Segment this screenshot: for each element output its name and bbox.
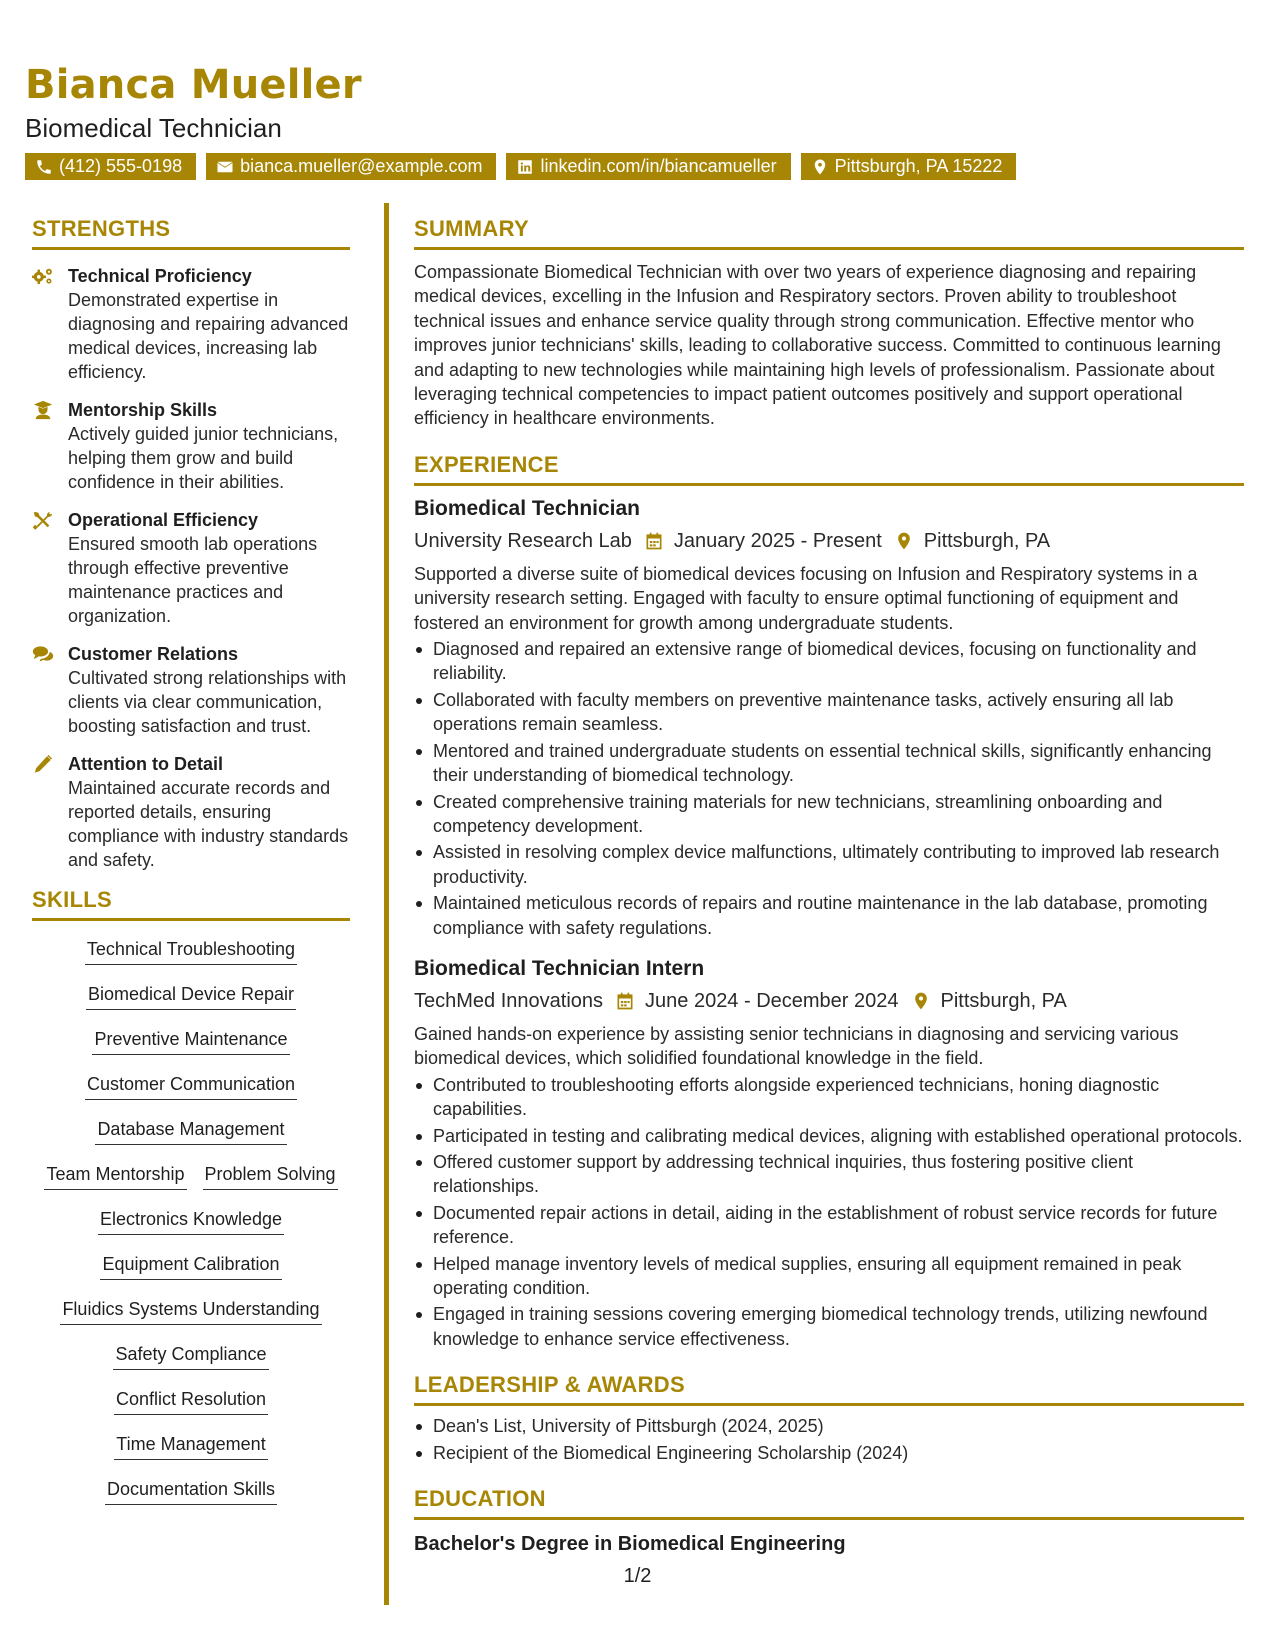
tools-icon xyxy=(32,510,54,530)
gears-icon xyxy=(32,266,54,286)
bullet-item: Maintained meticulous records of repairs and routine maintenance in the lab database, promoting compliance with safety regulations. xyxy=(414,891,1244,940)
phone-text: (412) 555-0198 xyxy=(59,156,183,176)
job-bullets xyxy=(414,1073,1244,1351)
bullet-item: Collaborated with faculty members on preventive maintenance tasks, actively ensuring all lab operations remain seamless. xyxy=(414,688,1244,737)
strength-item xyxy=(32,508,350,628)
job-meta xyxy=(414,526,1244,556)
skill-tag: Conflict Resolution xyxy=(114,1387,268,1415)
job-title: Biomedical Technician xyxy=(414,496,641,520)
strength-description: Maintained accurate records and reported details, ensuring compliance with industry standards and safety. xyxy=(68,778,349,870)
skill-tag: Electronics Knowledge xyxy=(98,1207,284,1235)
skill-tag: Database Management xyxy=(95,1117,286,1145)
skill-tag: Problem Solving xyxy=(203,1162,338,1190)
contact-location xyxy=(801,153,1017,180)
job-location: Pittsburgh, PA xyxy=(940,989,1067,1012)
email-text: bianca.mueller@example.com xyxy=(240,156,483,176)
bullet-item: Helped manage inventory levels of medical supplies, ensuring all equipment remained in peak operating condition. xyxy=(414,1252,1244,1301)
skills-section xyxy=(32,886,350,1505)
job-description: Supported a diverse suite of biomedical devices focusing on Infusion and Respiratory systems in a university research setting. Engaged with faculty to ensure optimal functioning of equipment and fostered an environment for growth among undergraduate students. xyxy=(414,563,1198,633)
strength-item xyxy=(32,642,350,738)
strength-title: Mentorship Skills xyxy=(68,400,218,420)
education-heading: EDUCATION xyxy=(414,1485,1244,1520)
job-title: Biomedical Technician Intern xyxy=(414,956,705,980)
location-text: Pittsburgh, PA 15222 xyxy=(834,156,1003,176)
experience-section xyxy=(414,451,1244,1351)
job-location: Pittsburgh, PA xyxy=(923,529,1051,552)
candidate-title: Biomedical Technician xyxy=(25,113,282,143)
bullet-item: Offered customer support by addressing technical inquiries, thus fostering positive client relationships. xyxy=(414,1150,1244,1199)
skill-tag: Preventive Maintenance xyxy=(92,1027,289,1055)
resume-header xyxy=(25,60,1250,176)
awards-list xyxy=(414,1414,1244,1465)
strength-title: Technical Proficiency xyxy=(68,266,252,286)
strengths-section xyxy=(32,215,350,872)
bullet-item: Mentored and trained undergraduate students on essential technical skills, significantly enhancing their understanding of biomedical technology. xyxy=(414,739,1244,788)
skill-tag: Time Management xyxy=(114,1432,267,1460)
strength-title: Customer Relations xyxy=(68,644,239,664)
map-pin-icon xyxy=(911,991,931,1011)
strength-description: Actively guided junior technicians, helping them grow and build confidence in their abilities. xyxy=(68,424,339,492)
graduate-icon xyxy=(32,400,54,420)
bullet-item: Assisted in resolving complex device malfunctions, ultimately contributing to improved lab research productivity. xyxy=(414,840,1244,889)
map-pin-icon xyxy=(894,531,914,551)
job-dates: January 2025 - Present xyxy=(673,529,882,552)
skill-tag: Customer Communication xyxy=(85,1072,297,1100)
page-number: 1/2 xyxy=(623,1565,652,1587)
skill-tag: Equipment Calibration xyxy=(100,1252,281,1280)
job-meta xyxy=(414,986,1244,1016)
job-entry xyxy=(414,954,1244,1351)
education-degree: Bachelor's Degree in Biomedical Engineering xyxy=(414,1533,846,1556)
job-description: Gained hands-on experience by assisting senior technicians in diagnosing and servicing various biomedical devices, which solidified foundational knowledge in the field. xyxy=(414,1023,1179,1069)
strength-description: Demonstrated expertise in diagnosing and repairing advanced medical devices, increasing lab efficiency. xyxy=(68,290,349,382)
strength-item xyxy=(32,752,350,872)
skill-tag: Technical Troubleshooting xyxy=(85,937,297,965)
skills-heading: SKILLS xyxy=(32,886,350,921)
map-pin-icon xyxy=(811,158,829,176)
linkedin-text: linkedin.com/in/biancamueller xyxy=(540,156,777,176)
comments-icon xyxy=(32,644,54,664)
left-column xyxy=(32,215,350,1505)
bullet-item: Participated in testing and calibrating medical devices, aligning with established operational protocols. xyxy=(414,1124,1244,1148)
strength-item xyxy=(32,398,350,494)
bullet-item: Created comprehensive training materials for new technicians, streamlining onboarding and competency development. xyxy=(414,790,1244,839)
strengths-list xyxy=(32,264,350,872)
strength-description: Cultivated strong relationships with clients via clear communication, boosting satisfaction and trust. xyxy=(68,668,347,736)
strength-description: Ensured smooth lab operations through effective preventive maintenance practices and organization. xyxy=(68,534,318,626)
right-column xyxy=(414,215,1244,1558)
strength-item xyxy=(32,264,350,384)
skills-list xyxy=(32,937,350,1505)
job-company: TechMed Innovations xyxy=(414,989,604,1012)
phone-icon xyxy=(35,158,53,176)
job-entry xyxy=(414,494,1244,940)
bullet-item: Contributed to troubleshooting efforts alongside experienced technicians, honing diagnostic capabilities. xyxy=(414,1073,1244,1122)
award-item: Recipient of the Biomedical Engineering Scholarship (2024) xyxy=(414,1441,1244,1465)
experience-heading: EXPERIENCE xyxy=(414,451,1244,486)
calendar-icon xyxy=(644,531,664,551)
contact-email[interactable] xyxy=(206,153,496,180)
summary-text: Compassionate Biomedical Technician with over two years of experience diagnosing and repairing medical devices, excelling in the Infusion and Respiratory sectors. Proven ability to troubleshoot technical issues and enhance service quality through strong communication. Effective mentor who improves junior technicians' skills, leading to collaborative success. Committed to continuous learning and adapting to new technologies while maintaining high levels of professionalism. Passionate about leveraging technical competencies to impact patient outcomes positively and support operational efficiency in healthcare environments. xyxy=(414,262,1221,429)
summary-section xyxy=(414,215,1244,431)
skill-tag: Safety Compliance xyxy=(113,1342,268,1370)
strengths-heading: STRENGTHS xyxy=(32,215,350,250)
skill-tag: Biomedical Device Repair xyxy=(86,982,296,1010)
summary-heading: SUMMARY xyxy=(414,215,1244,250)
strength-title: Attention to Detail xyxy=(68,754,223,774)
education-section xyxy=(414,1485,1244,1558)
bullet-item: Diagnosed and repaired an extensive range of biomedical devices, focusing on functionality and reliability. xyxy=(414,637,1244,686)
bullet-item: Engaged in training sessions covering emerging biomedical technology trends, utilizing newfound knowledge to enhance service effectiveness. xyxy=(414,1302,1244,1351)
skill-tag: Documentation Skills xyxy=(105,1477,277,1505)
bullet-item: Documented repair actions in detail, aiding in the establishment of robust service records for future reference. xyxy=(414,1201,1244,1250)
award-item: Dean's List, University of Pittsburgh (2024, 2025) xyxy=(414,1414,1244,1438)
leadership-heading: LEADERSHIP & AWARDS xyxy=(414,1371,1244,1406)
skill-tag: Fluidics Systems Understanding xyxy=(60,1297,321,1325)
job-bullets xyxy=(414,637,1244,940)
envelope-icon xyxy=(216,158,234,176)
linkedin-icon xyxy=(516,158,534,176)
contact-linkedin[interactable] xyxy=(506,153,790,180)
pencil-icon xyxy=(32,754,54,774)
contact-bar xyxy=(25,153,1016,180)
skill-tag: Team Mentorship xyxy=(44,1162,186,1190)
contact-phone[interactable] xyxy=(25,153,196,180)
job-company: University Research Lab xyxy=(414,529,632,552)
calendar-icon xyxy=(615,991,635,1011)
strength-title: Operational Efficiency xyxy=(68,510,259,530)
leadership-section xyxy=(414,1371,1244,1465)
candidate-name: Bianca Mueller xyxy=(25,62,362,108)
column-divider xyxy=(384,203,389,1605)
job-dates: June 2024 - December 2024 xyxy=(645,989,899,1012)
